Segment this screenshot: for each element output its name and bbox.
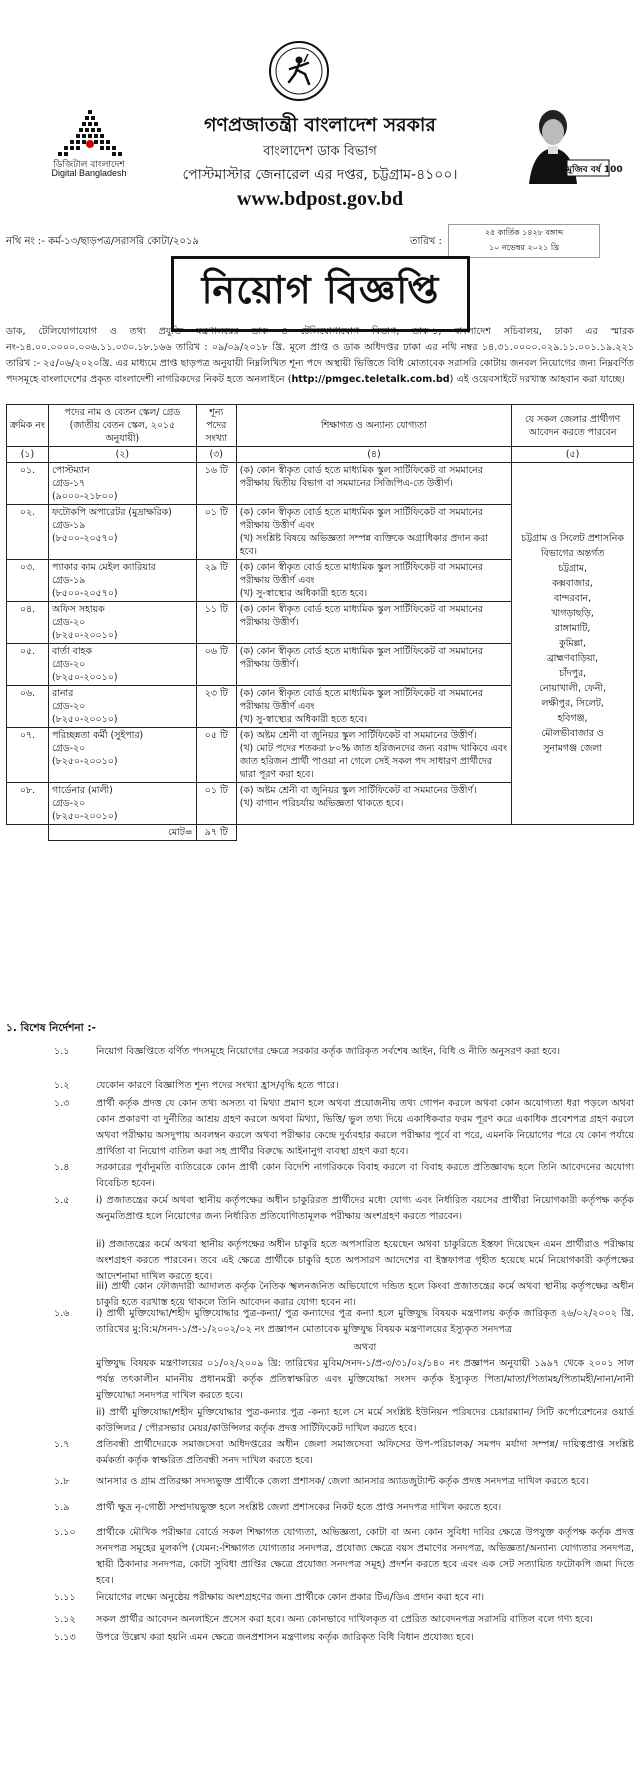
row-qualification (236, 463, 511, 505)
instruction-item (6, 1405, 634, 1437)
instructions-title: ১. বিশেষ নির্দেশনা :- (6, 1022, 96, 1034)
instruction-text: প্রার্থী কর্তৃক প্রদত্ত যে কোন তথ্য অসত্য বা মিথ্যা প্রমাণ হলে অথবা প্রয়োজনীয় তথ্য গোপন করলে অথবা কোন অযোগ্যতা ধরা পড়লে অথবা কোন প্রকারণা বা দুর্নীতির আশ্রয় গ্রহণ করলে অথবা মিথ্যা, ভিত্তি/ ভুল তথ্য দিয়ে একাধিকবার ফরম পূরণ করে একাধিক প্রবেশপত্র গ্রহণ করলে অথবা পরীক্ষায় অসদুপায় অবলম্বন করলে অথবা পরীক্ষার কেন্দ্রে দুর্ব্যবহার করলে পরীক্ষার পূর্বে বা পরে, এমনকি নিয়োগের পরে যে কোন পর্যায়ে প্রার্থিতা বা নিয়োগ বাতিল করা সহ প্রার্থীর বিরুদ্ধে আইনানুগ ব্যবস্থা গ্রহণ করা হবে। (96, 1098, 634, 1157)
instruction-number: ১.১০ (54, 1527, 76, 1538)
instruction-text: মুক্তিযুদ্ধ বিষয়ক মন্ত্রণালয়ের ০১/০২/২০০৯ খ্রি: তারিখের মুবিম/সনদ-১/প্র-৩/৩১/০২/১৪০ নং প্রজ্ঞাপন অনুযায়ী ১৯৯৭ থেকে ২০০১ সাল পর্যন্ত তৎকালীন মাননীয় প্রধানমন্ত্রী কর্তৃক প্রতিস্বাক্ষরিত এবং মুক্তিযোদ্ধা সংসদ কর্তৃক ইস্যুকৃত পিতা/মাতা/পিতামহ/পিতামহী/নানা/নানী মুক্তিযোদ্ধা সনদপত্র দাখিল করতে হবে। (96, 1358, 634, 1401)
instruction-item (6, 1437, 634, 1469)
qualification-item: (ক) কোন স্বীকৃত বোর্ড হতে মাধ্যমিক স্কুল সার্টিফিকেট বা সমমানের পরীক্ষায় দ্বিতীয় বিভাগ বা সমমানের সিজিপিএ-তে উত্তীর্ণ। (239, 465, 483, 489)
post-scale: (৮২৫০-২০০১০) (51, 714, 118, 725)
row-post (48, 728, 196, 783)
header-serial: ক্রমিক নং (7, 405, 49, 447)
district-item: রাঙ্গামাটি, (554, 623, 591, 634)
qualification-item: (খ) সু-স্বাস্থ্যের অধিকারী হতে হবে। (239, 714, 368, 725)
post-name: গার্ডেনার (মালী) (51, 785, 113, 796)
header-vacancy: শূন্য পদের সংখ্যা (196, 405, 236, 447)
table-total-row (7, 825, 634, 841)
header-post-name: পদের নাম ও বেতন স্কেল/ গ্রেড (জাতীয় বেতন স্কেল, ২০১৫ অনুযায়ী) (48, 405, 196, 447)
qualification-item: (খ) মোট পদের শতকরা ৮০% জাত হরিজনদের জন্য বরাদ্দ থাকিবে এবং জাত হরিজন প্রার্থী পাওয়া না গেলে সেই সকল পদ সাধারণ প্রার্থীদের দ্বারা পূরণ করা হবে। (239, 743, 508, 780)
post-scale: (৮৫০০-২০৫৭০) (51, 588, 118, 599)
post-scale: (৮২৫০-২০০১০) (51, 630, 118, 641)
instruction-number: ১.৭ (54, 1439, 70, 1450)
instruction-item (6, 1525, 634, 1589)
row-serial: ০৫. (7, 644, 49, 686)
district-item: লক্ষীপুর, সিলেট, (541, 698, 604, 709)
post-grade: গ্রেড-২০ (51, 798, 86, 809)
post-name: বার্তা বাহক (51, 646, 93, 657)
colnum-1: (১) (7, 447, 49, 463)
table-colnum-row (7, 447, 634, 463)
instruction-number: ১.৩ (54, 1098, 70, 1109)
digital-bangladesh-label-en: Digital Bangladesh (51, 168, 127, 178)
row-qualification (236, 602, 511, 644)
instruction-item (6, 1237, 634, 1282)
district-item: খাগড়াছড়ি, (551, 608, 594, 619)
row-vacancy: ০১ টি (196, 505, 236, 560)
qualification-item: (ক) কোন স্বীকৃত বোর্ড হতে মাধ্যমিক স্কুল সার্টিফিকেট বা সমমানের পরীক্ষায় উত্তীর্ণ এবং (239, 688, 483, 712)
qualification-item: (ক) কোন স্বীকৃত বোর্ড হতে মাধ্যমিক স্কুল সার্টিফিকেট বা সমমানের পরীক্ষায় উত্তীর্ণ এবং (239, 562, 483, 586)
colnum-3: (৩) (196, 447, 236, 463)
qualification-item: (ক) কোন স্বীকৃত বোর্ড হতে মাধ্যমিক স্কুল সার্টিফিকেট বা সমমানের পরীক্ষায় উত্তীর্ণ। (239, 646, 483, 670)
district-item: চাঁদপুর, (558, 668, 587, 679)
row-post (48, 602, 196, 644)
colnum-4: (৪) (236, 447, 511, 463)
row-qualification (236, 686, 511, 728)
row-serial: ০৭. (7, 728, 49, 783)
instruction-item (6, 1474, 634, 1498)
instruction-item (6, 1356, 634, 1404)
mujib-borsho-logo-icon (515, 102, 621, 188)
post-scale: (৮২৫০-২০০১০) (51, 811, 118, 822)
mujib-borsho-text: মুজিব বর্ষ 100 (567, 165, 623, 175)
government-title: গণপ্রজাতন্ত্রী বাংলাদেশ সরকার (204, 114, 436, 136)
date-label: তারিখ : (410, 236, 442, 247)
row-serial: ০৪. (7, 602, 49, 644)
post-scale: (৮৫০০-২০৫৭০) (51, 533, 118, 544)
instruction-number: ১.৬ (54, 1308, 70, 1319)
district-item: হবিগঞ্জ, (557, 713, 588, 724)
row-vacancy: ০১ টি (196, 783, 236, 825)
date-english: ১০ নভেম্বর ২০২১ খ্রি (488, 243, 560, 252)
row-serial: ০৩. (7, 560, 49, 602)
instruction-text: ii) প্রার্থী মুক্তিযোদ্ধা/শহীদ মুক্তিযোদ্ধার পুত্র-কন্যার পুত্র -কন্যা হলে সে মর্মে সংশ্লিষ্ট ইউনিয়ন পরিষদের চেয়ারম্যান/ সিটি কর্পোরেশনের ওয়ার্ড কাউন্সিলর / পৌরসভার মেয়র/কাউন্সিলর কর্তৃক প্রদত্ত সার্টিফিকেট দাখিল করতে হবে। (96, 1407, 634, 1434)
instruction-item (6, 1590, 634, 1606)
instruction-text: অথবা (353, 1342, 377, 1353)
posts-table (6, 404, 634, 841)
row-vacancy: ২৩ টি (196, 686, 236, 728)
instruction-text: নিয়োগ বিজ্ঞপ্তিতে বর্ণিত পদসমূহে নিয়োগের ক্ষেত্রে সরকার কর্তৃক জারিকৃত সর্বশেষ আইন, বিধি ও নীতি অনুসরণ করা হবে। (96, 1046, 561, 1057)
instruction-text: উপরে উল্লেখ করা হয়নি এমন ক্ষেত্রে জনপ্রশাসন মন্ত্রণালয় কর্তৃক জারিকৃত বিধি বিধান প্রযোজ্য হবে। (96, 1632, 474, 1643)
instruction-text: সকল প্রার্থীর আবেদন অনলাইনে প্রসেস করা হবে। অন্য কোনভাবে দাখিলকৃত বা প্রেরিত আবেদনপত্র সরাসরি বাতিল বলে গণ্য হবে। (96, 1614, 593, 1625)
row-vacancy: ০৫ টি (196, 728, 236, 783)
post-grade: গ্রেড-১৯ (51, 520, 86, 531)
district-item: বান্দরবান, (553, 593, 592, 604)
table-row (7, 463, 634, 505)
post-grade: গ্রেড-২০ (51, 617, 86, 628)
instruction-number: ১.২ (54, 1080, 70, 1091)
instruction-text: প্রতিবন্ধী প্রার্থীদেরকে সমাজসেবা অধিদপ্তরের অধীন জেলা সমাজসেবা অফিসের উপ-পরিচালক/ সমপদ মর্যাদা সম্পন্ন/ দায়িত্বপ্রাপ্ত সংশ্লিষ্ট কর্মকর্তা কর্তৃক স্বাক্ষরিত প্রতিবন্ধী সনদ দাখিল করতে হবে। (96, 1439, 634, 1466)
district-item: চট্টগ্রাম ও সিলেট প্রশাসনিক বিভাগের অন্তর্গত (521, 533, 624, 559)
row-post (48, 644, 196, 686)
row-post (48, 686, 196, 728)
row-vacancy: ২৯ টি (196, 560, 236, 602)
district-item: নোয়াখালী, ফেনী, (539, 683, 606, 694)
district-item: মৌলভীবাজার ও (541, 728, 604, 739)
row-serial: ০৬. (7, 686, 49, 728)
header-districts: যে সকল জেলার প্রার্থীগণ আবেদন করতে পারবেন (512, 405, 634, 447)
date-bangla: ২৫ কার্তিক ১৪২৮ বঙ্গাব্দ (484, 228, 564, 237)
instruction-number: ১.৮ (54, 1476, 70, 1487)
row-qualification (236, 728, 511, 783)
instruction-item (6, 1160, 634, 1192)
instruction-item (6, 1630, 634, 1646)
qualification-item: (ক) অষ্টম শ্রেনী বা জুনিয়র স্কুল সার্টিফিকেট বা সমমানের উত্তীর্ণ। (239, 730, 477, 741)
application-link[interactable]: http://pmgec.teletalk.com.bd (291, 374, 450, 385)
post-name: পোস্টম্যান (51, 465, 90, 476)
instruction-text: সরকারের পূর্বানুমতি ব্যতিরেকে কোন প্রার্থী কোন বিদেশি নাগরিককে বিবাহ করলে বা বিবাহ করতে প্রতিজ্ঞাবদ্ধ হলে তিনি আবেদনের অযোগ্য বিবেচিত হবেন। (96, 1162, 634, 1189)
row-vacancy: ১১ টি (196, 602, 236, 644)
instruction-text: নিয়োগের লক্ষ্যে অনুষ্ঠেয় পরীক্ষায় অংশগ্রহণের জন্য প্রার্থীকে কোন প্রকার টিএ/ডিএ প্রদান করা হবে না। (96, 1592, 485, 1603)
post-name: রানার (51, 688, 74, 699)
row-vacancy: ০৬ টি (196, 644, 236, 686)
qualification-item: (ক) কোন স্বীকৃত বোর্ড হতে মাধ্যমিক স্কুল সার্টিফিকেট বা সমমানের পরীক্ষায় উত্তীর্ণ এবং (239, 507, 483, 531)
district-item: কুমিল্লা, (559, 638, 586, 649)
instruction-item (6, 1340, 634, 1356)
district-item: চট্টগ্রাম, (558, 563, 588, 574)
instruction-number: ১.১ (54, 1046, 70, 1057)
qualification-item: (খ) সু-স্বাস্থ্যের অধিকারী হতে হবে। (239, 588, 368, 599)
district-item: ব্রাহ্মণবাড়িয়া, (546, 653, 599, 664)
row-qualification (236, 783, 511, 825)
total-value: ৯৭ টি (196, 825, 236, 841)
instruction-item (6, 1044, 634, 1076)
row-post (48, 463, 196, 505)
post-scale: (৮২৫০-২০০১০) (51, 756, 118, 767)
instruction-text: i) প্রার্থী মুক্তিযোদ্ধা/শহীদ মুক্তিযোদ্ধার পুত্র-কন্যা/ পুত্র কন্যাদের পুত্র কন্যা হলে মুক্তিযুদ্ধ বিষয়ক মন্ত্রণালয় কর্তৃক জারিকৃত ২৬/০২/২০০২ খ্রি. তারিখের মু:বি:ম/সনদ-১/প্র-১/২০০২/০২ নং প্রজ্ঞাপন মোতাবেক মুক্তিযুদ্ধ বিষয়ক মন্ত্রণালয়ের ইস্যুকৃত সনদপত্র (96, 1308, 634, 1335)
post-grade: গ্রেড-২০ (51, 701, 86, 712)
qualification-item: (খ) বাগান পরিচর্যায় অভিজ্ঞতা থাকতে হবে। (239, 798, 404, 809)
post-name: অফিস সহায়ক (51, 604, 105, 615)
notice-title: নিয়োগ বিজ্ঞপ্তি (171, 256, 471, 332)
row-qualification (236, 560, 511, 602)
instruction-number: ১.৪ (54, 1162, 70, 1173)
office-name: পোস্টমাস্টার জেনারেল এর দপ্তর, চট্টগ্রাম-৪১০০। (182, 167, 458, 183)
post-scale: (৮২৫০-২০০১০) (51, 672, 118, 683)
post-grade: গ্রেড-১৯ (51, 575, 86, 586)
instruction-number: ১.১৩ (54, 1632, 76, 1643)
instruction-number: ১.৯ (54, 1502, 70, 1513)
digital-bangladesh-label-bn: ডিজিটাল বাংলাদেশ (53, 160, 125, 170)
row-serial: ০১. (7, 463, 49, 505)
instruction-item (6, 1306, 634, 1338)
row-qualification (236, 644, 511, 686)
colnum-2: (২) (48, 447, 196, 463)
date-box (448, 224, 600, 258)
digital-bangladesh-logo-icon (50, 108, 130, 158)
row-post (48, 560, 196, 602)
bangladesh-post-emblem-icon (268, 40, 330, 102)
header-qualification: শিক্ষাগত ও অন্যান্য যোগ্যতা (236, 405, 511, 447)
row-qualification (236, 505, 511, 560)
post-name: প্যাকার কাম মেইল ক্যারিয়ার (51, 562, 156, 573)
website-link[interactable]: www.bdpost.gov.bd (236, 188, 404, 210)
instruction-number: ১.১২ (54, 1614, 76, 1625)
instruction-text: আনসার ও গ্রাম প্রতিরক্ষা সদস্যভুক্ত প্রার্থীকে জেলা প্রশাসক/ জেলা আনসার অ্যাডজুট্যান্ট কর্তৃক প্রদত্ত সনদপত্র দাখিল করতে হবে। (96, 1476, 589, 1487)
district-item: কক্সবাজার, (552, 578, 593, 589)
eligible-districts (512, 463, 634, 825)
instruction-text: যেকোন কারণে বিজ্ঞাপিত শূন্য পদের সংখ্যা হ্রাস/বৃদ্ধি হতে পারে। (96, 1080, 339, 1091)
qualification-item: (খ) সংশ্লিষ্ট বিষয়ে অভিজ্ঞতা সম্পন্ন ব্যক্তিকে অগ্রাধিকার প্রদান করা হবে। (239, 533, 488, 557)
intro-paragraph (6, 324, 634, 388)
instruction-number: ১.১১ (54, 1592, 76, 1603)
row-serial: ০২. (7, 505, 49, 560)
instruction-text: iii) প্রার্থী কোন ফৌজদারী আদালত কর্তৃক নৈতিক স্খলনজনিত অভিযোগে দন্ডিত হলে কিংবা প্রজাতন্ত্রের কর্মে অথবা স্থানীয় কর্তৃপক্ষের অধীন চাকুরি হতে বরখাস্ত হয়ে থাকলে তিনি আবেদন করার যোগ্য হবেন না। (96, 1281, 634, 1308)
row-post (48, 505, 196, 560)
instruction-text: i) প্রজাতন্ত্রের কর্মে অথবা স্থানীয় কর্তৃপক্ষের অধীন চাকুরিরত প্রার্থীদের মধ্যে যোগ্য এবং নির্ধারিত বয়সের প্রার্থীরা নিয়োগকারী কর্তৃপক্ষ কর্তৃক অনুমতিপ্রাপ্ত হলে নিয়োগের জন্য নির্ধারিত প্রতিযোগিতামূলক পরীক্ষায় অংশগ্রহণ করতে পারবেন। (96, 1195, 634, 1222)
total-label: মোট= (48, 825, 196, 841)
post-grade: গ্রেড-২০ (51, 743, 86, 754)
post-name: পরিচ্ছন্নতা কর্মী (সুইপার) (51, 730, 144, 741)
instruction-text: ii) প্রজাতন্ত্রের কর্মে অথবা স্থানীয় কর্তৃপক্ষের অধীন চাকুরি হতে অপসারিত হয়েছেন অথবা চাকুরিতে ইস্তফা দিয়েছেন এমন প্রার্থীরাও পরীক্ষায় অংশগ্রহণ করতে পারবেন। তবে এই ক্ষেত্রে প্রার্থীকে চাকুরি হতে অপসারণ আদেশের বা ইস্তফাপত্র গৃহীত হয়েছে মর্মে নিয়োগকারী কর্তৃপক্ষের আদেশনামা দাখিল করতে হবে। (96, 1239, 634, 1282)
instruction-item (6, 1193, 634, 1235)
instruction-item (6, 1500, 634, 1516)
row-vacancy: ১৬ টি (196, 463, 236, 505)
post-scale: (৯০০০-২১৮০০) (51, 491, 118, 502)
table-header-row (7, 405, 634, 447)
instruction-text: প্রার্থীকে মৌখিক পরীক্ষার বোর্ডে সকল শিক্ষাগত যোগ্যতা, অভিজ্ঞতা, কোটা বা অন্য কোন সুবিধা দাবির ক্ষেত্রে উপযুক্ত কর্তৃপক্ষ কর্তৃক প্রদত্ত সনদপত্র সমূহের মূলকপি (যেমন:-শিক্ষাগত যোগ্যতার সনদপত্র, প্রযোজ্য ক্ষেত্রে বয়স প্রমাণের সনদপত্র, অভিজ্ঞতা/অন্যান্য যোগ্যতার সনদপত্র, স্থায়ী ঠিকানার সনদপত্র, কোটা সুবিধা প্রাপ্তির ক্ষেত্রে প্রযোজ্য সনদপত্র সমূহ) প্রদর্শন করতে হবে এবং এক সেট সত্যায়িত ফটোকপি জমা দিতে হবে। (96, 1527, 634, 1586)
colnum-5: (৫) (512, 447, 634, 463)
instruction-item (6, 1078, 634, 1094)
intro-text-before: ডাক, টেলিযোগাযোগ ও তথ্য প্রযুক্তি মন্ত্রণালয়ের ডাক ও টেলিযোগাযোগ বিভাগ, ডাক-১, বাংলাদেশ সচিবালয়, ঢাকা এর স্মারক নং-১৪.০০.০০০০.০০৬.১১.০৩০.১৮.১৬৬ তারিখ : ০৯/০৯/২০১৮ খ্রি. মূলে প্রাপ্ত ও ডাক অধিদপ্তর ঢাকা এর নথি নম্বর ১৪.৩১.০০০০.০২৯.১১.০০১.১৯.২২১ তারিখ :- ২৫/০৬/২০২০খ্রি. এর মাধ্যমে প্রাপ্ত ছাড়পত্র অনুযায়ী নিম্নলিখিত শূন্য পদে অস্থায়ী ভিত্তিতে বিধি মোতাবেক সরাসরি কোটায় জনবল নিয়োগের জন্য নিম্নবর্ণিত পদসমূহে বাংলাদেশের প্রকৃত বাংলাদেশী নাগরিকদের নিকট হতে অনলাইনে ( (6, 326, 634, 385)
qualification-item: (ক) অষ্টম শ্রেনী বা জুনিয়র স্কুল সার্টিফিকেট বা সমমানের উত্তীর্ণ। (239, 785, 477, 796)
row-post (48, 783, 196, 825)
post-grade: গ্রেড-১৭ (51, 478, 86, 489)
memo-number: নথি নং :- কর্ম-১৩/ছাড়পত্র/সরাসরি কোটা/২০১৯ (6, 236, 200, 247)
row-serial: ০৮. (7, 783, 49, 825)
notice-title-wrap (0, 256, 641, 332)
instruction-item (6, 1279, 634, 1308)
intro-text-after: ) এই ওয়েবসাইটে দরখাস্ত আহবান করা যাচ্ছে। (449, 374, 625, 385)
department-name: বাংলাদেশ ডাক বিভাগ (263, 144, 377, 159)
post-name: ফটোকপি অপারেটর (মুদ্রাক্ষরিক) (51, 507, 172, 518)
instruction-item (6, 1096, 634, 1158)
instruction-number: ১.৫ (54, 1195, 70, 1206)
instruction-text: প্রার্থী ক্ষুদ্র নৃ-গোষ্ঠী সম্প্রদায়ভুক্ত হলে সংশ্লিষ্ট জেলা প্রশাসকের নিকট হতে প্রাপ্ত সনদপত্র দাখিল করতে হবে। (96, 1502, 502, 1513)
qualification-item: (ক) কোন স্বীকৃত বোর্ড হতে মাধ্যমিক স্কুল সার্টিফিকেট বা সমমানের পরীক্ষায় উত্তীর্ণ। (239, 604, 483, 628)
district-item: সুনামগঞ্জ জেলা (543, 743, 602, 754)
post-grade: গ্রেড-২০ (51, 659, 86, 670)
